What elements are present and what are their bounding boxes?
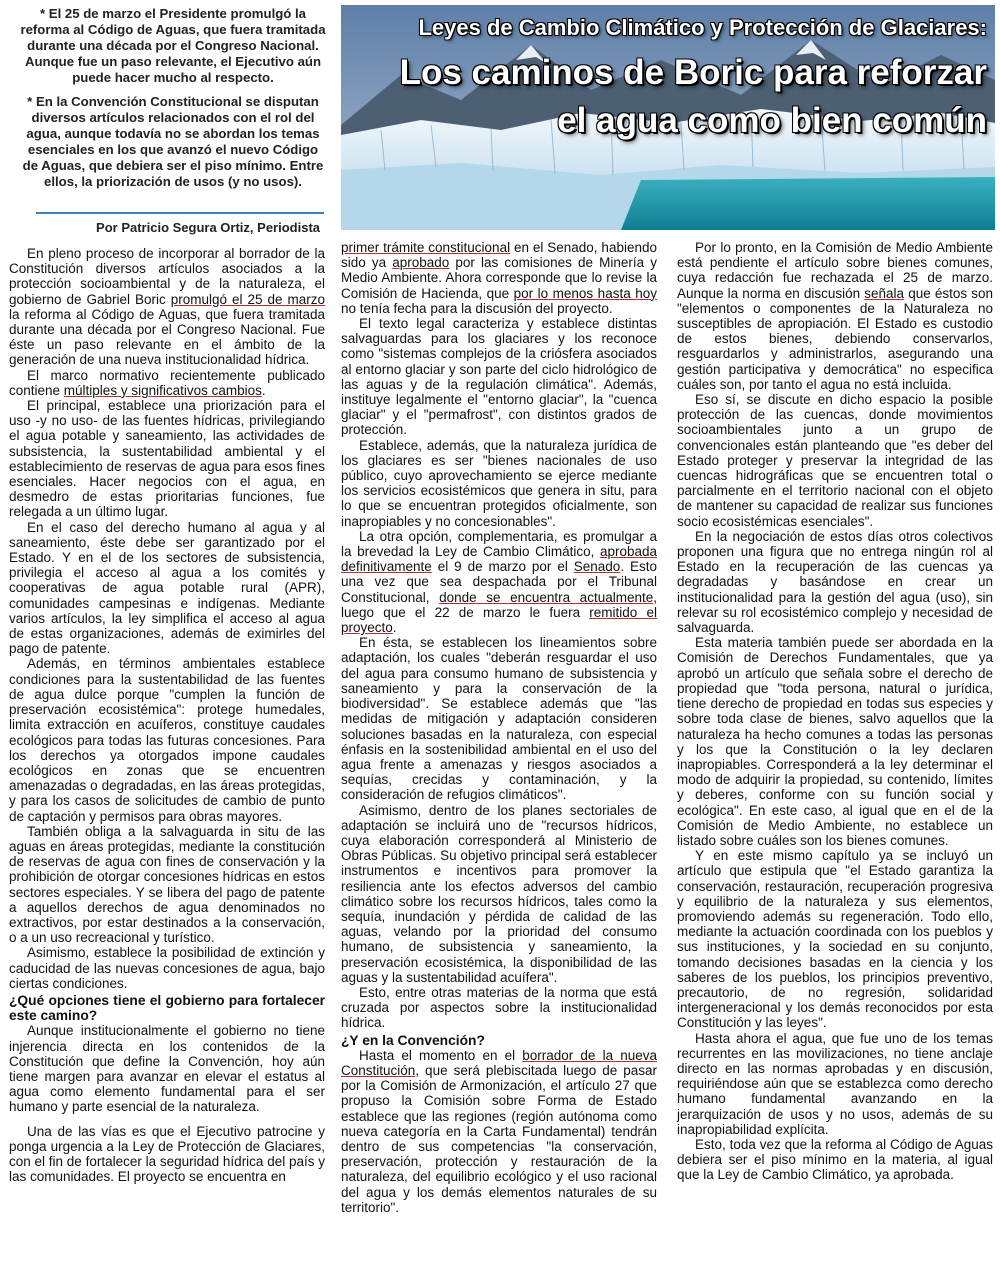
- kicker-title: Leyes de Cambio Climático y Protección de Glaciares:: [418, 15, 987, 40]
- subheading-convencion: ¿Y en la Convención?: [341, 1032, 485, 1048]
- paragraph: Y en este mismo capítulo ya se incluyó un artículo que estipula que "el Estado garantiza la conservación, restauración, recuperación progresiva y equilibrio de la naturaleza y sus elementos, promoviendo además su regeneración. Todo ello, mediante la actuación coordinada con los pueblos y sus instituciones, y la sociedad en su conjunto, tomando decisiones basadas en la ciencia y los saberes de los pueblos, los principios preventivo, precautorio, de no regresión, solidaridad intergeneracional y los demás reconocidos por esta Constitución y las leyes".: [677, 848, 993, 1031]
- headline: Los caminos de Boric para reforzar el agua como bien común: [399, 53, 987, 140]
- link-multiples-cambios[interactable]: múltiples y significativos cambios: [63, 382, 262, 398]
- byline: Por Patricio Segura Ortiz, Periodista: [96, 220, 320, 235]
- link-senala[interactable]: señala: [864, 285, 905, 301]
- text-run: .: [261, 382, 266, 398]
- paragraph: Aunque institucionalmente el gobierno no tiene injerencia directa en los contenidos de la Constitución que define la Convención, hoy aún tiene margen para avanzar en elevar el estatus al agua como elemento fundamental para el ser humano y parte esencial de la naturaleza.: [9, 1023, 325, 1115]
- paragraph: También obliga a la salvaguarda in situ de las aguas en áreas protegidas, mediante la constitución de reservas de agua con fines de conservación y la prohibición de otorgar concesiones hídricas en estos sectores especiales. Y se libera del pago de patente a aquellos derechos de agua denominados no extractivos, por estar destinados a la conservación, o a un uso recreacional y turístico.: [9, 823, 325, 946]
- link-aprobada-definitivamente[interactable]: aprobada definitivamente: [341, 544, 657, 575]
- text-run: no tenía fecha para la discusión del proyecto.: [341, 300, 613, 316]
- text-run: en el Senado, habiendo sido ya: [341, 240, 657, 271]
- lead-bullet-1: * El 25 de marzo el Presidente promulgó la reforma al Código de Aguas, que fuera tramitada durante una década por el Congreso Nacional. Aunque fue un paso relevante, el Ejecutivo aún puede hacer mucho al respecto.: [20, 6, 326, 85]
- text-run: el 9 de marzo por el: [431, 559, 574, 575]
- article-column-2: [341, 240, 657, 1215]
- article-column-1: [9, 246, 325, 1184]
- text-run: por las comisiones de Minería y Medio Ambiente. Ahora corresponde que lo revise la Comisión de Hacienda, que: [341, 255, 657, 301]
- header-banner: [341, 5, 995, 230]
- paragraph: [341, 1048, 657, 1215]
- paragraph: Esto, toda vez que la reforma al Código de Aguas debiera ser el piso mínimo en la materia, al igual que la Ley de Cambio Climático, ya aprobada.: [677, 1136, 993, 1183]
- paragraph: El principal, establece una priorización para el uso -y no uso- de las fuentes hídricas, privilegiando el agua potable y saneamiento, las actividades de subsistencia, la sustentabilidad ambiental y el establecimiento de reservas de agua para esos fines esenciales. Hacer negocios con el agua, en desmedro de estas prioritarias funciones, fue relegada a un último lugar.: [9, 398, 325, 520]
- text-run: la reforma al Código de Aguas, que fuera tramitada durante una década por el Congreso Nacional. Fue éste un paso relevante en el ámbito de la generación de una nueva institucionalidad hídrica.: [9, 306, 325, 368]
- link-primer-tramite[interactable]: primer trámite constitucional: [341, 240, 511, 255]
- paragraph: Una de las vías es que el Ejecutivo patrocine y ponga urgencia a la Ley de Protección de Glaciares, con el fin de fortalecer la seguridad hídrica del país y las comunidades. El proyecto se encuentra en: [9, 1123, 325, 1185]
- paragraph: [9, 368, 325, 398]
- paragraph: Eso sí, se discute en dicho espacio la posible protección de las cuencas, donde movimientos socioambientales junto a un grupo de convencionales están planteando que "es deber del Estado proteger y preservar la integridad de las cuencas hidrográficas que se encuentren total o parcialmente en el territorio nacional con el objeto de mantener su capacidad de realizar sus funciones socio ecosistémicas esenciales".: [677, 392, 993, 529]
- link-promulgo[interactable]: promulgó el 25 de marzo: [170, 291, 325, 307]
- text-run: que éstos son "elementos o componentes de la Naturaleza no susceptibles de apropiación. El Estado es custodio de estos bienes, debiendo conservarlos, resguardarlos y administrarlos, asegurando una gestión participativa y democrática" no especifica cuáles son, por tanto el agua no está incluida.: [677, 285, 994, 392]
- paragraph: En la negociación de estos días otros colectivos proponen una figura que no entrega ningún rol al Estado en la recuperación de las cuencas ya degradadas y basándose en crear un institucionalidad para la gestión del agua (uso), sin relevar su rol ecosistémico complejo y necesidad de salvaguarda.: [677, 528, 993, 636]
- text-run: , que será plebiscitada luego de pasar por la Comisión de Armonización, el artículo 27 que propuso la Comisión sobre Forma de Estado establece que las regiones (región autónoma como nueva categoría en la Carta Fundamental) tendrán dentro de sus competencias "la conservación, preservación, protección y restauración de la naturaleza, del equilibrio ecológico y el uso racional del agua y los demás elementos naturales de su territorio".: [341, 1062, 657, 1215]
- lead-bullet-2: * En la Convención Constitucional se disputan diversos artículos relacionados con el rol del agua, aunque todavía no se abordan los temas esenciales en los que avanzó el nuevo Código de Aguas, que debiera ser el piso mínimo. Entre ellos, la priorización de usos (y no usos).: [22, 94, 324, 189]
- link-senado[interactable]: Senado: [573, 559, 621, 575]
- paragraph: [677, 240, 993, 392]
- paragraph: Esto, entre otras materias de la norma que está cruzada por aspectos sobre la institucionalidad hídrica.: [341, 984, 657, 1031]
- link-remitido[interactable]: remitido el proyecto: [341, 604, 657, 636]
- link-tribunal[interactable]: donde se encuentra actualmente: [439, 589, 654, 605]
- paragraph: [341, 240, 657, 316]
- subheading-opciones: ¿Qué opciones tiene el gobierno para fortalecer este camino?: [9, 992, 325, 1024]
- link-aprobado[interactable]: aprobado: [392, 255, 450, 271]
- text-run: El marco normativo recientemente publicado contiene: [9, 367, 325, 398]
- paragraph: Asimismo, establece la posibilidad de extinción y caducidad de las nuevas concesiones de agua, bajo ciertas condiciones.: [9, 945, 325, 991]
- text-run: En pleno proceso de incorporar al borrador de la Constitución diversos artículos asociados a la protección socioambiental y de la naturaleza, el gobierno de Gabriel Boric: [9, 246, 325, 307]
- text-run: Por lo pronto, en la Comisión de Medio Ambiente está pendiente el artículo sobre bienes comunes, cuya redacción fue rechazada el 25 de marzo. Aunque la norma en discusión: [677, 240, 993, 301]
- lead-divider: [36, 212, 324, 214]
- paragraph: Hasta ahora el agua, que fue uno de los temas recurrentes en las movilizaciones, no tiene anclaje directo en las normas aprobadas y en discusión, requiriéndose aún que se establezca como derecho humano fundamental avanzando en la jerarquización de usos y no usos, además de su inapropiabilidad explícita.: [677, 1030, 993, 1137]
- paragraph: Asimismo, dentro de los planes sectoriales de adaptación se incluirá uno de "recursos hídricos, cuya elaboración corresponderá al Ministerio de Obras Públicas. Su objetivo principal será establecer instrumentos e incentivos para promover la resiliencia ante los efectos adversos del cambio climático sobre los recursos hídricos, tales como la sequía, inundación y pérdida de calidad de las aguas, velando por la prioridad del consumo humano, de subsistencia y saneamiento, la preservación ecosistémica, la disponibilidad de las aguas y la sustentabilidad acuífera".: [341, 802, 657, 985]
- article-column-3: [677, 240, 993, 1183]
- text-run: La otra opción, complementaria, es promulgar a la brevedad la Ley de Cambio Climático,: [341, 528, 657, 560]
- paragraph: Establece, además, que la naturaleza jurídica de los glaciares es ser "bienes nacionales de uso público, cuyo aprovechamiento se ejerce mediante los servicios ecosistémicos que genera in situ, para lo que se encuentran protegidos oficialmente, son inapropiables y no concesionables".: [341, 437, 657, 529]
- text-run: , luego que el 22 de marzo le fuera: [341, 589, 657, 620]
- lead-summary: [20, 6, 326, 198]
- paragraph: [9, 246, 325, 368]
- paragraph: El texto legal caracteriza y establece distintas salvaguardas para los glaciares y los reconoce como "sistemas complejos de la criósfera asociados al entorno glaciar y son parte del ciclo hidrológico de las aguas y de la regulación climática". Además, instituye legalmente el "entorno glaciar", la "cuenca glaciar" y el "permafrost", con distintos grados de protección.: [341, 316, 657, 438]
- paragraph: Además, en términos ambientales establece condiciones para la sustentabilidad de las fuentes de agua dulce porque "cumplen la función de preservación ecosistémica": protege humedales, limita extracción en acuíferos, constituye caudales ecológicos para todas las futuras concesiones. Para los derechos ya otorgados impone caudales ecológicos en zonas que se encuentren amenazadas o degradadas, en las áreas protegidas, y para los casos de solicitudes de cambio de punto de captación y permisos para obras mayores.: [9, 656, 325, 824]
- paragraph: En el caso del derecho humano al agua y al saneamiento, éste debe ser garantizado por el Estado. Y en el de los sectores de subsistencia, privilegia el acceso al agua a los comités y cooperativas de agua potable rural (APR), comunidades campesinas e indígenas. Mediante varios artículos, la ley simplifica el acceso al agua de estas organizaciones, además de eximirles del pago de patente.: [9, 519, 325, 657]
- link-borrador[interactable]: borrador de la nueva Constitución: [341, 1047, 657, 1078]
- paragraph: [341, 529, 657, 635]
- text-run: . Esto una vez que sea despachada por el Tribunal Constitucional,: [341, 559, 657, 605]
- paragraph: En ésta, se establecen los lineamientos sobre adaptación, los cuales "deberán resguardar el uso del agua para consumo humano de subsistencia y saneamiento y para la conservación de la biodiversidad". Se establece además que "las medidas de mitigación y adaptación consideren soluciones basadas en la naturaleza, con especial énfasis en la sostenibilidad ambiental en el uso del agua frente a amenazas y riesgos asociados a sequías, crecidas y contaminación, y la consideración de refugios climáticos".: [341, 635, 657, 803]
- text-run: Hasta el momento en el: [359, 1047, 523, 1063]
- link-hasta-hoy[interactable]: por lo menos hasta hoy: [513, 285, 657, 301]
- paragraph: Esta materia también puede ser abordada en la Comisión de Derechos Fundamentales, que ya aprobó un artículo que señala sobre el derecho de propiedad que "toda persona, natural o jurídica, tiene derecho de propiedad en todas sus especies y sobre toda clase de bienes, salvo aquellos que la naturaleza ha hecho comunes a todas las personas y los que la Constitución o la ley declaren inapropiables. Corresponderá a la ley determinar el modo de adquirir la propiedad, su contenido, límites y deberes, conforme con su función social y ecológica". En este caso, al igual que en el de la Comisión de Medio Ambiente, no establece un listado sobre cuáles son los bienes comunes.: [677, 635, 993, 848]
- text-run: .: [392, 620, 397, 636]
